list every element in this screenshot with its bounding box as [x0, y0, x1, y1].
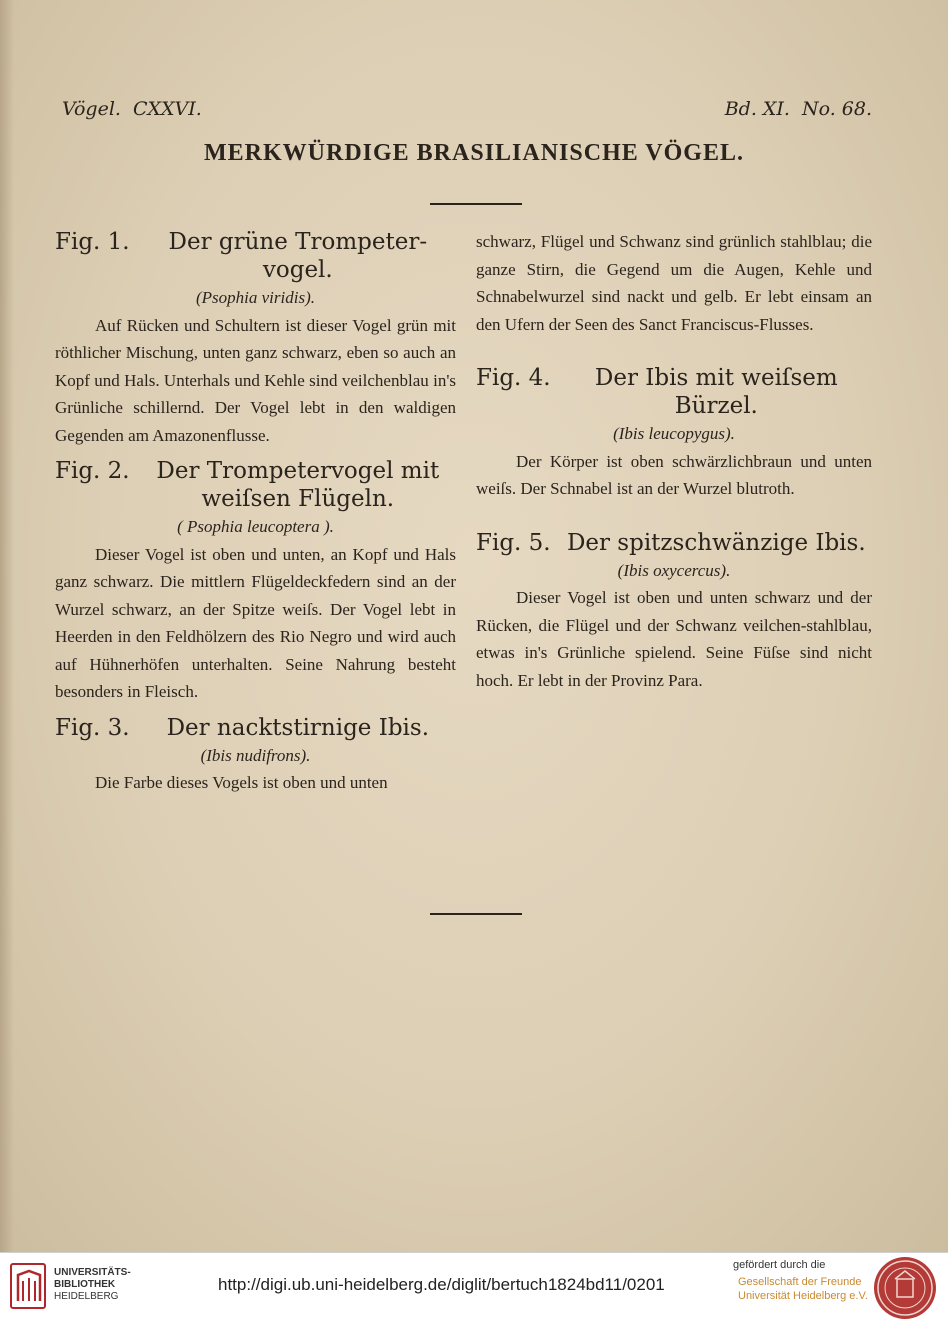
description: Dieser Vogel ist oben und unten schwarz und der Rücken, die Flügel und der Schwanz veilchen-stahlblau, etwas in's Grünliche spielend. Seine Füſse sind nicht hoch. Er lebt in der Provinz Para. — [476, 588, 872, 690]
sponsor-name-line: Universität Heidelberg e.V. — [738, 1290, 868, 1302]
university-seal-icon — [874, 1257, 936, 1319]
figure-number: Fig. 4. — [476, 365, 551, 391]
sponsor-name-line: Gesellschaft der Freunde — [738, 1276, 862, 1288]
figure-name: Der Trompetervogel mit weiſsen Flügeln. — [156, 458, 440, 512]
latin-name: (Ibis leucopygus). — [613, 424, 735, 443]
figure-name: Der Ibis mit weiſsem Bürzel. — [594, 365, 838, 419]
figure-3 — [55, 714, 456, 797]
figure-number: Fig. 3. — [55, 714, 130, 741]
page-title: MERKWÜRDIGE BRASILIANISCHE VÖGEL. — [204, 140, 744, 166]
closing-rule — [430, 913, 522, 915]
library-name-line: UNIVERSITÄTS- — [54, 1267, 131, 1278]
figure-heading — [55, 457, 456, 513]
digitization-footer — [0, 1252, 948, 1320]
left-column — [55, 228, 456, 797]
description-start: Die Farbe dieses Vogels ist oben und unten — [95, 773, 388, 792]
title-rule — [430, 203, 522, 205]
description-continued: schwarz, Flügel und Schwanz sind grünlich stahlblau; die ganze Stirn, die Gegend um die Augen, Kehle und Schnabelwurzel sind nackt und gelb. Er lebt einsam an den Ufern der Seen des Sanct Franciscus-Flusses. — [476, 232, 872, 334]
figure-name: Der spitzschwänzige Ibis. — [566, 529, 866, 556]
university-library-logo-icon[interactable] — [10, 1263, 46, 1309]
header-number: No. 68. — [801, 98, 872, 120]
sponsor-caption: gefördert durch die — [733, 1259, 826, 1271]
description: Auf Rücken und Schultern ist dieser Vogel grün mit röthlicher Mischung, unten ganz schwarz, eben so auch an Kopf und Hals. Unterhals und Kehle sind veilchenblau in's Grünliche schillernd. Der Vogel lebt in den waldigen Gegenden am Amazonenflusse. — [55, 315, 456, 445]
page-edge-shadow — [0, 0, 14, 1252]
figure-number: Fig. 5. — [476, 529, 551, 556]
figure-5 — [476, 529, 872, 695]
latin-name: (Ibis oxycercus). — [617, 560, 731, 580]
latin-name: ( Psophia leucoptera ). — [177, 517, 334, 536]
header-plate: CXXVI. — [132, 98, 202, 120]
library-name-line: HEIDELBERG — [54, 1291, 119, 1302]
library-name — [54, 1267, 131, 1303]
figure-heading — [55, 228, 456, 284]
figure-name: Der nacktstirnige Ibis. — [166, 714, 430, 741]
figure-number: Fig. 2. — [55, 458, 130, 484]
header-right — [725, 98, 872, 120]
figure-2 — [55, 457, 456, 706]
figure-heading — [476, 529, 872, 557]
figure-number: Fig. 1. — [55, 229, 130, 255]
sponsor-name[interactable] — [738, 1275, 868, 1303]
header-left — [62, 98, 202, 120]
running-header — [62, 98, 872, 132]
library-name-line: BIBLIOTHEK — [54, 1279, 116, 1290]
figure-heading — [476, 364, 872, 420]
permalink-url[interactable]: http://digi.ub.uni-heidelberg.de/diglit/bertuch1824bd11/0201 — [218, 1275, 665, 1294]
figure-heading — [55, 714, 456, 742]
figure-1 — [55, 228, 456, 449]
right-column — [476, 228, 872, 694]
header-section: Vögel. — [62, 98, 121, 120]
latin-name: (Ibis nudifrons). — [200, 745, 311, 765]
description: Der Körper ist oben schwärzlichbraun und unten weiſs. Der Schnabel ist an der Wurzel blutroth. — [476, 451, 872, 498]
figure-4 — [476, 364, 872, 503]
latin-name: (Psophia viridis). — [196, 288, 315, 307]
header-volume: Bd. XI. — [724, 98, 790, 120]
figure-name: Der grüne Trompeter-vogel. — [168, 229, 428, 283]
description: Dieser Vogel ist oben und unten, an Kopf und Hals ganz schwarz. Die mittlern Flügeldeckfedern sind an der Wurzel schwarz, an der Spitze weiſs. Der Vogel lebt in Heerden in den Feldhölzern des Rio Negro und wird auch auf Hühnerhöfen unterhalten. Seine Nahrung besteht besonders in Fleisch. — [55, 544, 456, 701]
